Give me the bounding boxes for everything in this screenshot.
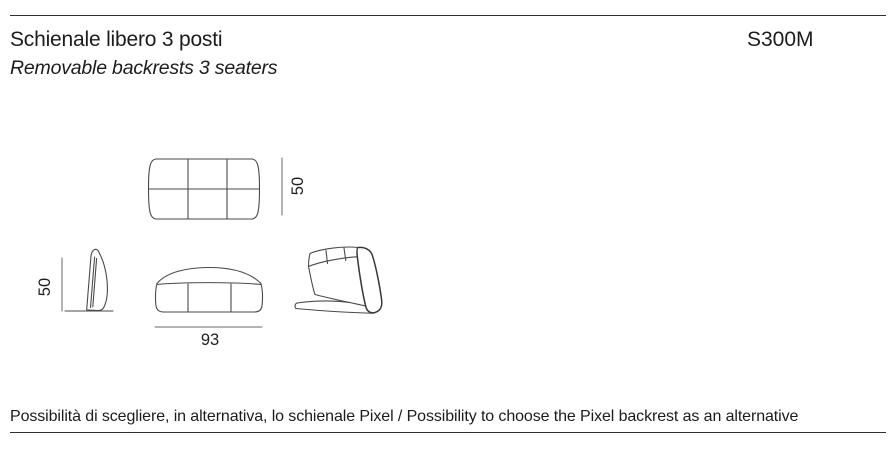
front-view-drawing <box>155 268 262 313</box>
perspective-view-drawing <box>295 247 382 313</box>
top-view-depth-label: 50 <box>289 176 307 196</box>
side-view-height-label: 50 <box>36 277 54 297</box>
model-code: S300M <box>747 28 814 51</box>
front-view-width-label: 93 <box>200 331 220 349</box>
footnote: Possibilità di scegliere, in alternativa, lo schienale Pixel / Possibility to choose the Pixel backrest as an alternative <box>10 408 799 425</box>
top-view-drawing <box>149 159 260 219</box>
page-title: Schienale libero 3 posti <box>10 28 223 51</box>
page-subtitle: Removable backrests 3 seaters <box>10 57 278 79</box>
side-view-drawing <box>65 249 113 311</box>
bottom-rule <box>10 432 886 434</box>
